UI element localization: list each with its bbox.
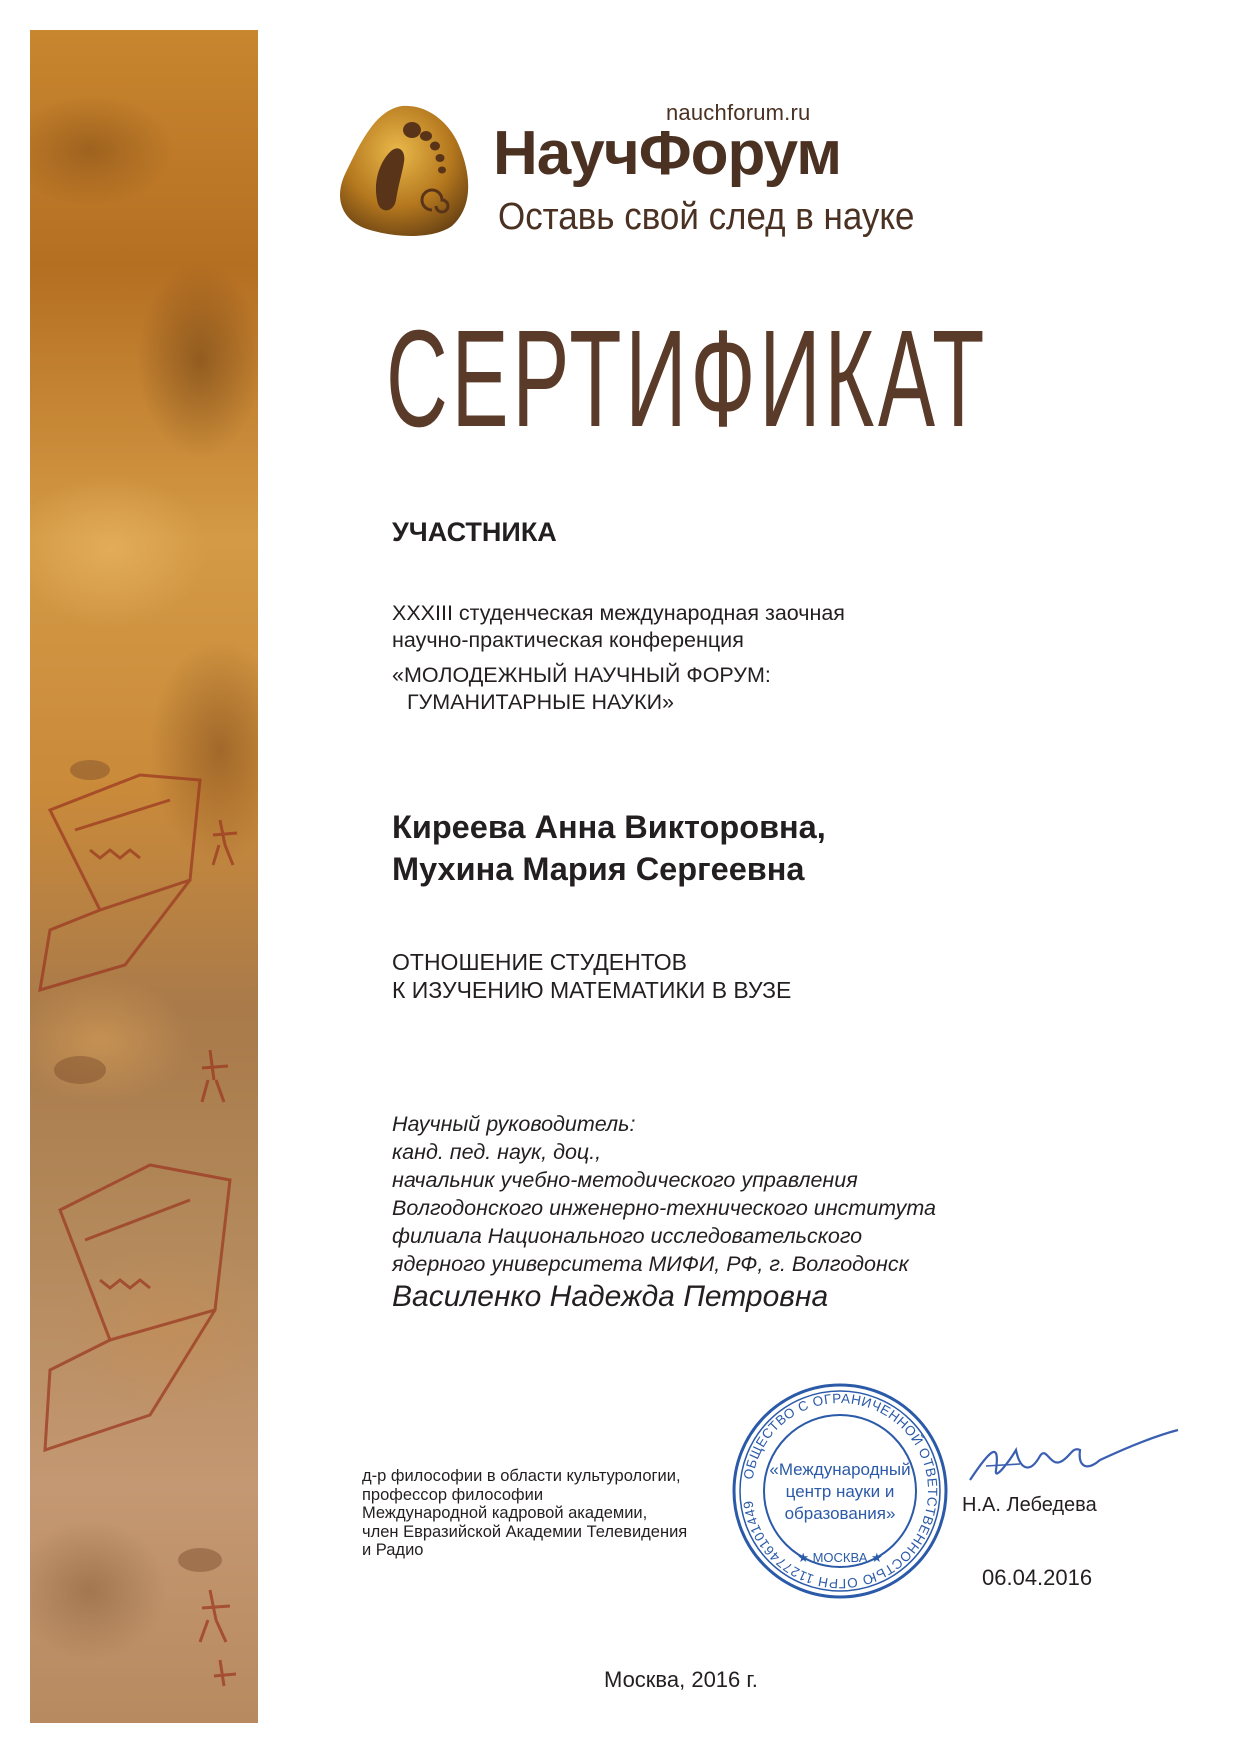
organization-stamp xyxy=(730,1380,950,1602)
signatory-line-3: Международной кадровой академии, xyxy=(362,1504,648,1522)
brand-name: НаучФорум xyxy=(493,119,842,188)
author-1: Киреева Анна Викторовна, xyxy=(392,809,826,845)
conference-line-1: XXXIII студенческая международная заочная xyxy=(392,601,845,625)
signatory-line-1: д-р философии в области культурологии, xyxy=(362,1467,681,1485)
svg-text:«Международный: «Международный xyxy=(769,1460,911,1479)
signature xyxy=(960,1420,1180,1500)
advisor-line-4: филиала Национального исследовательского xyxy=(392,1224,863,1248)
advisor-block xyxy=(392,1110,936,1316)
signatory-info xyxy=(362,1467,687,1560)
advisor-name: Василенко Надежда Петровна xyxy=(392,1280,829,1313)
topic-line-2: К ИЗУЧЕНИЮ МАТЕМАТИКИ В ВУЗЕ xyxy=(392,977,792,1003)
advisor-line-2: начальник учебно-методического управления xyxy=(392,1168,858,1192)
signatory-line-2: профессор философии xyxy=(362,1485,544,1504)
conference-line-2: научно-практическая конференция xyxy=(392,628,744,652)
cave-drawing-art xyxy=(30,30,258,1723)
decorative-strip xyxy=(30,30,258,1723)
signatory-line-5: и Радио xyxy=(362,1541,424,1559)
conference-name-1: «МОЛОДЕЖНЫЙ НАУЧНЫЙ ФОРУМ: xyxy=(392,663,771,687)
paper-topic xyxy=(392,948,791,1004)
advisor-label: Научный руководитель: xyxy=(392,1112,636,1136)
authors xyxy=(392,806,826,890)
author-2: Мухина Мария Сергеевна xyxy=(392,851,805,887)
advisor-line-5: ядерного университета МИФИ, РФ, г. Волгодонск xyxy=(392,1252,909,1276)
topic-line-1: ОТНОШЕНИЕ СТУДЕНТОВ xyxy=(392,949,687,975)
svg-text:★ МОСКВА ★: ★ МОСКВА ★ xyxy=(797,1550,883,1565)
participant-label: УЧАСТНИКА xyxy=(392,517,557,547)
svg-text:центр науки и: центр науки и xyxy=(785,1482,895,1501)
advisor-line-1: канд. пед. наук, доц., xyxy=(392,1140,602,1164)
issue-place: Москва, 2016 г. xyxy=(604,1667,758,1692)
svg-text:ОБЩЕСТВО С ОГРАНИЧЕННОЙ ОТВЕТС: ОБЩЕСТВО С ОГРАНИЧЕННОЙ ОТВЕТСТВЕННОСТЬЮ ОГРН 1127746101449 xyxy=(740,1390,941,1592)
signatory-line-4: член Евразийской Академии Телевидения xyxy=(362,1522,688,1541)
certificate-title: СЕРТИФИКАТ xyxy=(386,302,989,456)
signatory-name: Н.А. Лебедева xyxy=(962,1494,1097,1516)
conference-info xyxy=(392,600,845,716)
brand-tagline: Оставь свой след в науке xyxy=(498,196,915,238)
site-url: nauchforum.ru xyxy=(666,100,811,125)
advisor-line-3: Волгодонского инженерно-технического института xyxy=(392,1196,936,1220)
svg-text:образования»: образования» xyxy=(784,1504,896,1523)
nauchforum-logo-icon xyxy=(332,100,478,240)
issue-date: 06.04.2016 xyxy=(982,1565,1093,1590)
conference-name-2: ГУМАНИТАРНЫЕ НАУКИ» xyxy=(407,690,675,714)
